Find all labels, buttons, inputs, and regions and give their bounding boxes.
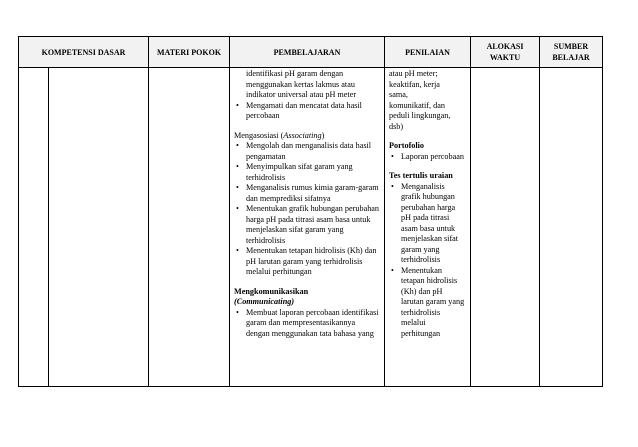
penilaian-cont-line-4: komunikatif, dan xyxy=(389,100,445,110)
penilaian-cont-line-2: keaktifan, kerja xyxy=(389,79,440,89)
penilaian-cont-line-1: atau pH meter; xyxy=(389,69,438,78)
penilaian-cont-line-6: dsb) xyxy=(389,121,404,131)
portfolio-item: • Laporan percobaan xyxy=(389,152,466,163)
communicating-item: • Membuat laporan percobaan identifikasi garam dan mempresentasikannya dengan menggunakan tata bahasa yang xyxy=(234,308,380,340)
cell-kompetensi-dasar xyxy=(49,68,149,387)
communicating-heading-italic: (Communicating) xyxy=(234,297,295,306)
cell-pembelajaran xyxy=(230,68,385,387)
syllabus-table xyxy=(18,36,603,387)
associating-heading xyxy=(234,131,380,142)
pembelajaran-cont-line-1: identifikasi pH garam dengan xyxy=(246,69,344,78)
header-materi-pokok: MATERI POKOK xyxy=(149,37,230,68)
associating-heading-italic: Associating xyxy=(283,130,322,140)
associating-item-4: • Menentukan grafik hubungan perubahan harga pH pada titrasi asam basa untuk menjelaskan sifat garam yang terhidrolisis xyxy=(234,204,380,246)
penilaian-cont-line-3: sama, xyxy=(389,90,408,99)
pembelajaran-observe-item: • Mengamati dan mencatat data hasil percobaan xyxy=(234,101,380,122)
penilaian-cont-line-5: peduli lingkungan, xyxy=(389,111,451,120)
header-pembelajaran: PEMBELAJARAN xyxy=(230,37,385,68)
associating-heading-end: ) xyxy=(321,130,325,140)
header-penilaian: PENILAIAN xyxy=(385,37,471,68)
body-row xyxy=(19,68,603,387)
portfolio-heading: Portofolio xyxy=(389,141,425,150)
tes-heading: Tes tertulis uraian xyxy=(389,171,453,180)
communicating-heading: Mengkomunikasikan xyxy=(234,286,309,296)
header-alokasi-waktu: ALOKASI WAKTU xyxy=(471,37,540,68)
cell-materi-pokok xyxy=(149,68,230,387)
tes-item-1: • Menganalisis grafik hubungan perubahan harga pH pada titrasi asam basa untuk menjelaskan sifat garam yang terhidrolisis xyxy=(389,182,466,266)
pembelajaran-cont-line-2: menggunakan kertas lakmus atau xyxy=(246,79,355,89)
header-sumber-belajar: SUMBER BELAJAR xyxy=(540,37,603,68)
cell-penilaian xyxy=(385,68,471,387)
associating-item-5: • Menentukan tetapan hidrolisis (Kh) dan pH larutan garam yang terhidrolisis melalui perhitungan xyxy=(234,246,380,278)
cell-alokasi-waktu xyxy=(471,68,540,387)
associating-item-3: • Menganalisis rumus kimia garam-garam dan memprediksi sifatnya xyxy=(234,183,380,204)
cell-number xyxy=(19,68,49,387)
cell-sumber-belajar xyxy=(540,68,603,387)
tes-item-2: • Menentukan tetapan hidrolisis (Kh) dan pH larutan garam yang terhidrolisis melalui perhitungan xyxy=(389,266,466,340)
header-kompetensi-dasar: KOMPETENSI DASAR xyxy=(19,37,149,68)
associating-item-2: • Menyimpulkan sifat garam yang terhidrolisis xyxy=(234,162,380,183)
associating-heading-text: Mengasosiasi ( xyxy=(234,130,284,140)
header-row xyxy=(19,37,603,68)
associating-item-1: • Mengolah dan menganalisis data hasil pengamatan xyxy=(234,141,380,162)
pembelajaran-cont-line-3: indikator universal atau pH meter xyxy=(246,90,357,99)
